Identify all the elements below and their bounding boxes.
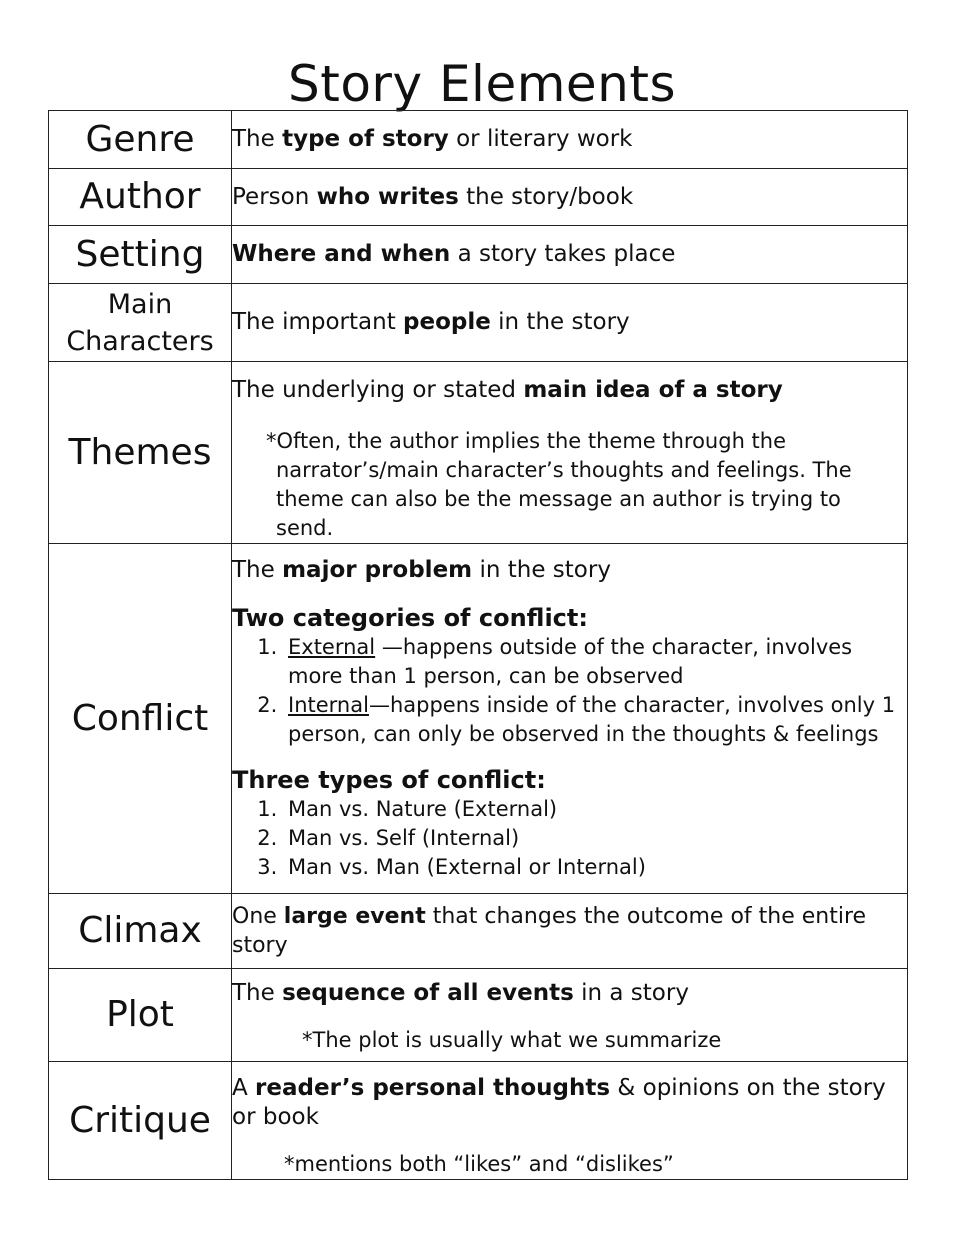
conflict-types-heading: Three types of conflict:	[232, 766, 546, 794]
definition-keyword: reader’s personal thoughts	[255, 1075, 611, 1101]
list-item: 1. Man vs. Nature (External)	[284, 795, 907, 824]
definition-text: a story takes place	[450, 241, 676, 267]
row-author	[49, 169, 908, 226]
definition-plot	[232, 969, 908, 1062]
definition-text: that changes the outcome of the entire story	[232, 904, 867, 958]
list-item	[284, 633, 907, 691]
definition-climax	[232, 894, 908, 969]
definition-text: Person	[232, 183, 317, 210]
list-item: 3. Man vs. Man (External or Internal)	[284, 853, 907, 882]
term-line: Characters	[66, 325, 214, 357]
definition-setting	[232, 226, 908, 284]
conflict-types-list	[232, 795, 907, 882]
definition-text: & opinions on the story or book	[232, 1075, 886, 1130]
story-elements-table	[48, 110, 908, 1180]
definition-keyword: Where and when	[232, 241, 451, 267]
definition-text: in the story	[490, 309, 630, 335]
row-setting	[49, 226, 908, 284]
definition-text: The	[232, 980, 283, 1006]
definition-keyword: type of story	[282, 126, 449, 152]
term-climax: Climax	[49, 894, 232, 969]
row-themes	[49, 362, 908, 544]
category-name: External	[288, 635, 376, 659]
definition-text: A	[232, 1075, 256, 1101]
definition-keyword: main idea of a story	[523, 377, 783, 403]
category-description: —happens outside of the character, involves more than 1 person, can be observed	[288, 635, 853, 688]
term-setting: Setting	[49, 226, 232, 284]
definition-text: in a story	[573, 980, 689, 1006]
row-critique	[49, 1062, 908, 1180]
definition-text: The	[232, 126, 283, 152]
definition-main-characters	[232, 284, 908, 362]
row-plot	[49, 969, 908, 1062]
term-main-characters	[49, 284, 232, 362]
term-author: Author	[49, 169, 232, 226]
definition-text: the story/book	[458, 183, 634, 210]
definition-conflict	[232, 544, 908, 894]
term-themes: Themes	[49, 362, 232, 544]
definition-keyword: major problem	[282, 557, 473, 583]
definition-line	[232, 556, 907, 585]
row-main-characters	[49, 284, 908, 362]
category-name: Internal	[288, 693, 369, 717]
critique-note: *mentions both “likes” and “dislikes”	[284, 1152, 674, 1176]
definition-themes	[232, 362, 908, 544]
definition-keyword: people	[403, 309, 491, 335]
row-climax	[49, 894, 908, 969]
term-critique: Critique	[49, 1062, 232, 1180]
row-genre	[49, 111, 908, 169]
definition-keyword: who writes	[316, 183, 459, 210]
conflict-categories-list	[232, 633, 907, 749]
definition-keyword: sequence of all events	[282, 980, 574, 1006]
plot-note: *The plot is usually what we summarize	[302, 1028, 722, 1052]
definition-line	[232, 376, 907, 405]
definition-text: in the story	[472, 557, 611, 583]
definition-text: The important	[232, 309, 404, 335]
definition-line	[232, 1074, 907, 1132]
row-conflict	[49, 544, 908, 894]
definition-genre	[232, 111, 908, 169]
term-genre: Genre	[49, 111, 232, 169]
definition-text: or literary work	[448, 126, 633, 152]
definition-line	[232, 979, 907, 1008]
list-item: 2. Man vs. Self (Internal)	[284, 824, 907, 853]
conflict-categories-heading: Two categories of conflict:	[232, 604, 588, 632]
page-title: Story Elements	[287, 55, 677, 113]
term-line: Main	[107, 288, 173, 320]
themes-note: *Often, the author implies the theme through the narrator’s/main character’s thoughts and feelings. The theme can also be the message an author is trying to send.	[266, 429, 852, 540]
definition-text: One	[232, 904, 284, 929]
term-conflict: Conflict	[49, 544, 232, 894]
definition-text: The underlying or stated	[232, 377, 524, 403]
term-plot: Plot	[49, 969, 232, 1062]
list-item	[284, 691, 907, 749]
definition-keyword: large event	[283, 904, 426, 929]
definition-critique	[232, 1062, 908, 1180]
category-description: —happens inside of the character, involves only 1 person, can only be observed in the thoughts & feelings	[288, 693, 896, 746]
definition-text: The	[232, 557, 283, 583]
definition-author	[232, 169, 908, 226]
